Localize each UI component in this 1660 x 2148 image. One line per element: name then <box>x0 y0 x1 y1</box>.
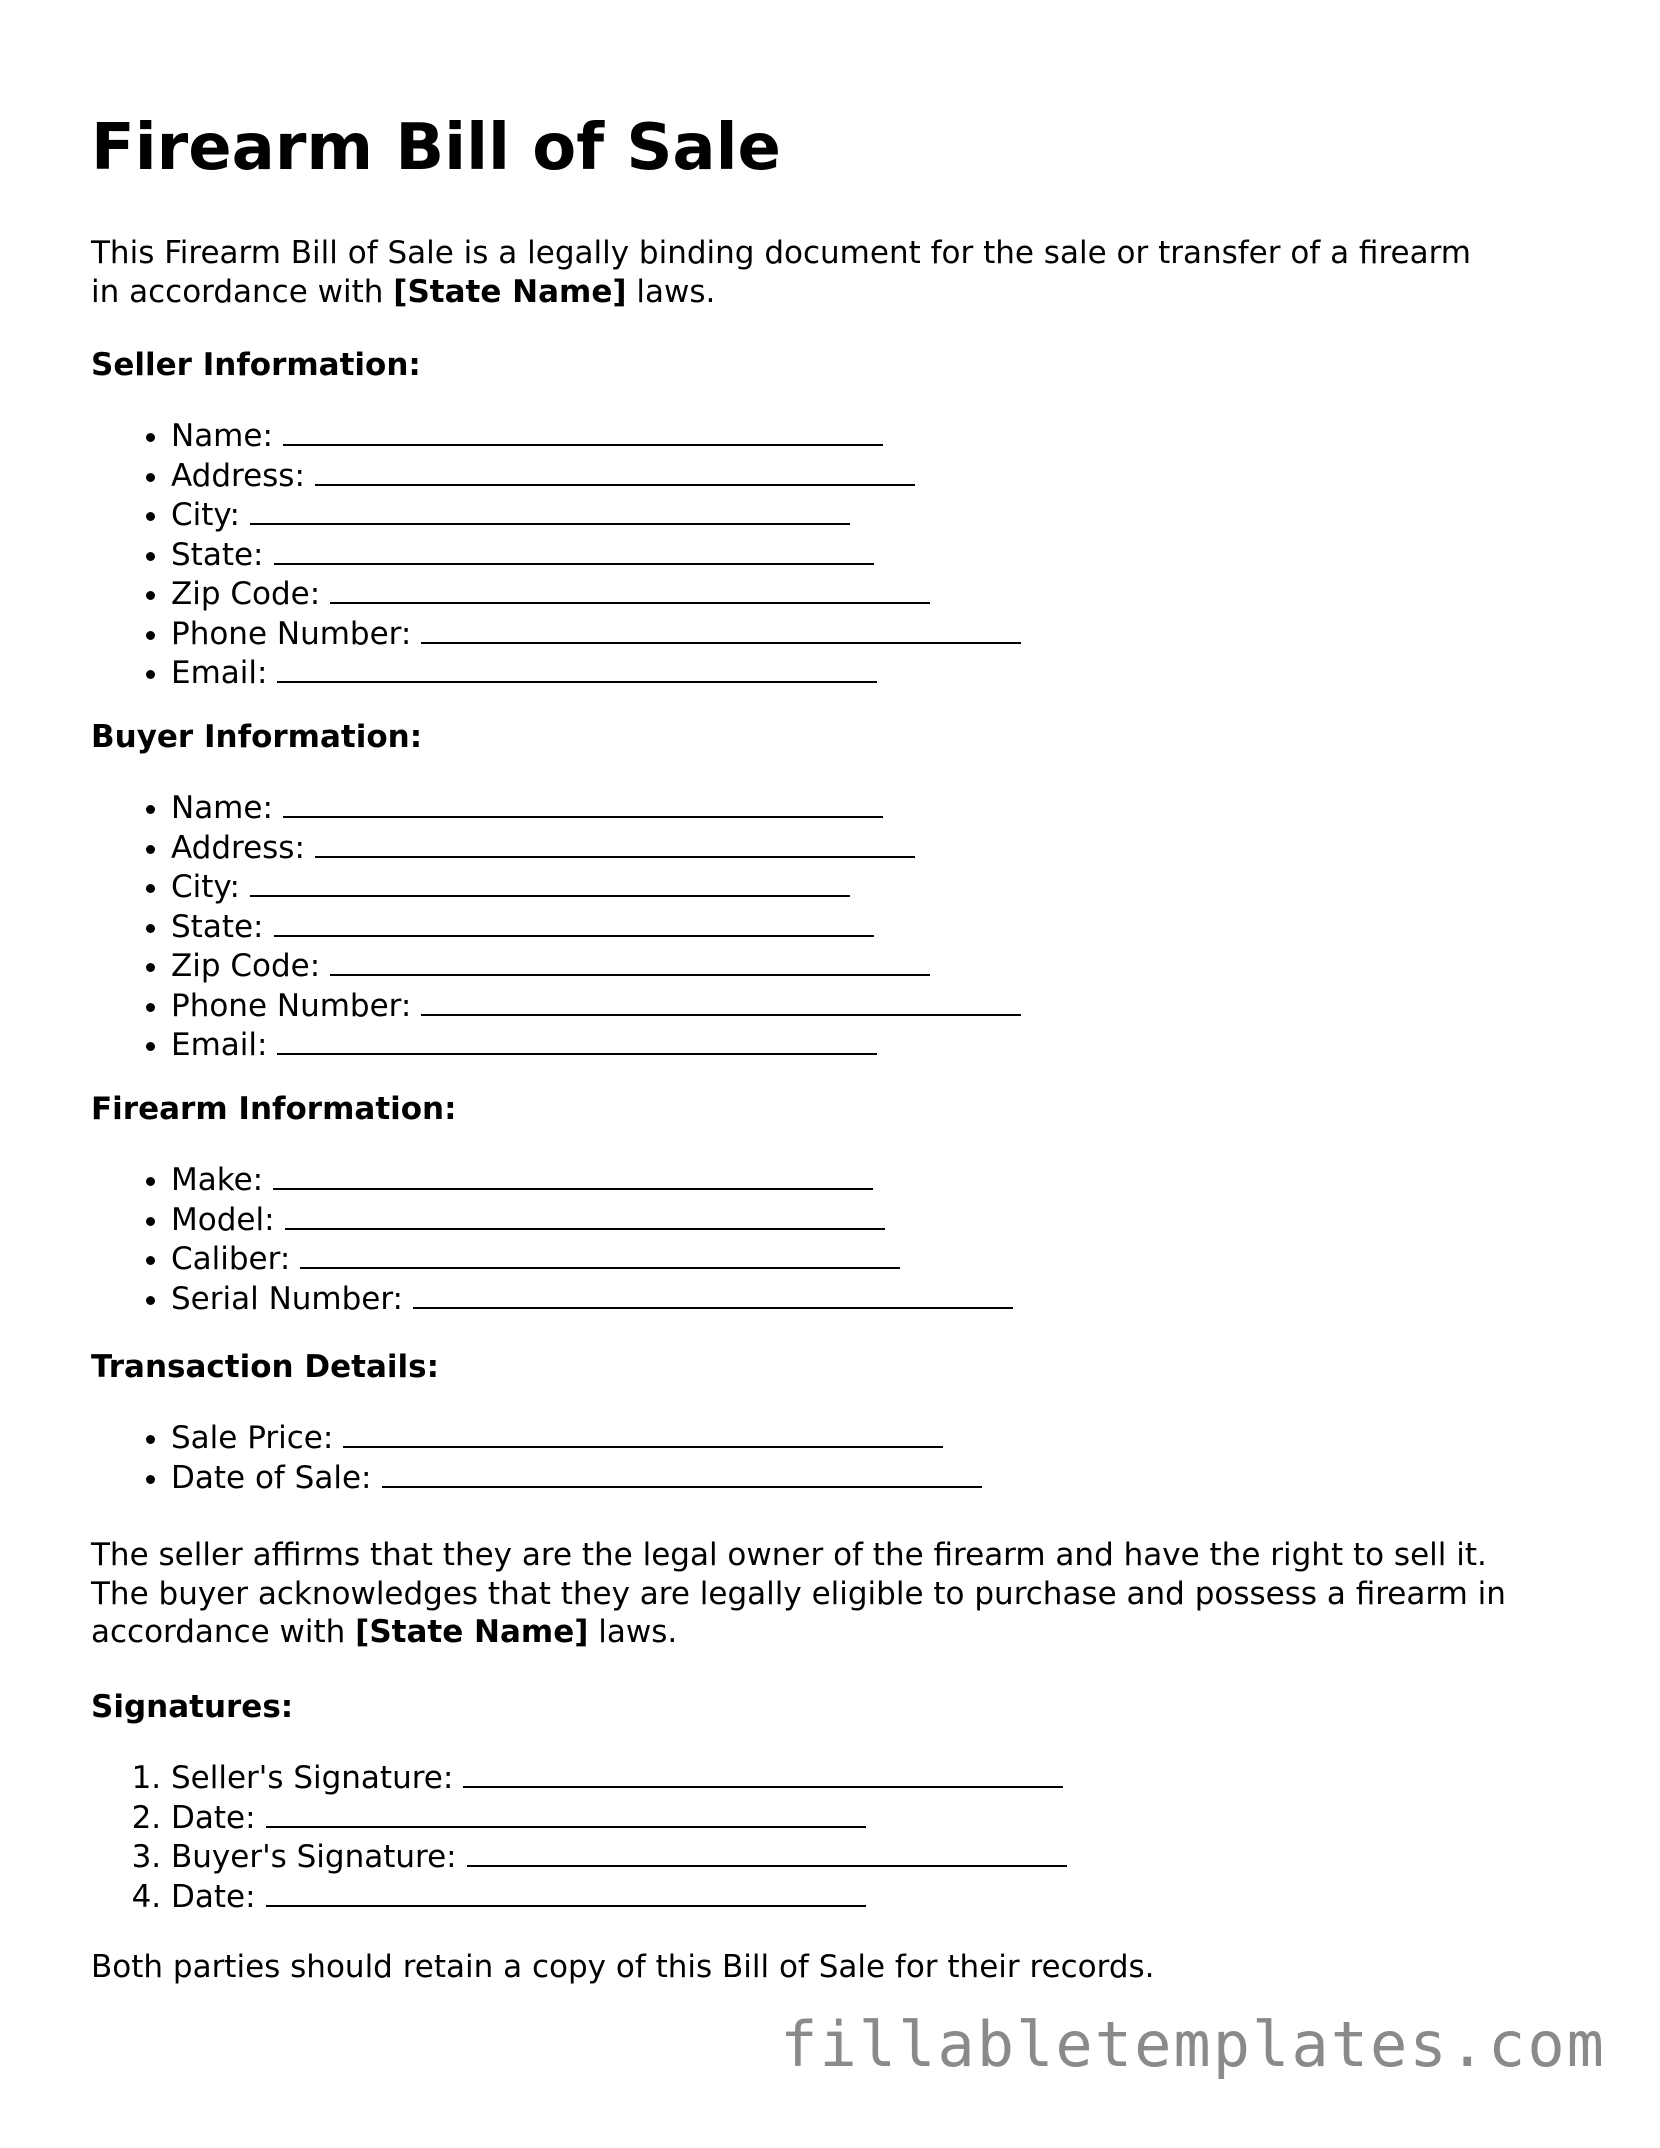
fill-line[interactable] <box>463 1758 1063 1788</box>
field-label: Zip Code: <box>171 576 321 612</box>
intro-line-1: This Firearm Bill of Sale is a legally binding document for the sale or transfer of a firearm <box>91 235 1471 271</box>
field-label: Name: <box>171 790 273 826</box>
sale-date-field[interactable] <box>171 1458 982 1498</box>
field-label: Make: <box>171 1162 264 1198</box>
field-label: City: <box>171 869 240 905</box>
firearm-heading: Firearm Information: <box>91 1091 457 1127</box>
field-label: City: <box>171 497 240 533</box>
buyer-zip-field[interactable] <box>171 946 1021 986</box>
field-label: Date: <box>171 1799 256 1836</box>
seller-name-field[interactable] <box>171 416 1021 456</box>
seller-city-field[interactable] <box>171 495 1021 535</box>
fill-line[interactable] <box>315 456 915 486</box>
field-label: Date: <box>171 1878 256 1915</box>
state-name-placeholder: [State Name] <box>355 1614 589 1650</box>
field-label: Zip Code: <box>171 948 321 984</box>
field-label: Email: <box>171 1027 268 1063</box>
closing-paragraph: Both parties should retain a copy of this Bill of Sale for their records. <box>91 1949 1155 1985</box>
fill-line[interactable] <box>250 867 850 897</box>
buyer-heading: Buyer Information: <box>91 719 423 755</box>
affirmation-line-3-start: accordance with <box>91 1614 356 1650</box>
field-label: Caliber: <box>171 1241 291 1277</box>
field-label: Model: <box>171 1201 275 1238</box>
fill-line[interactable] <box>273 1160 873 1190</box>
affirmation-line-2: The buyer acknowledges that they are legally eligible to purchase and possess a firearm in <box>91 1575 1506 1612</box>
fill-line[interactable] <box>266 1798 866 1828</box>
field-label: Sale Price: <box>171 1420 334 1456</box>
buyer-city-field[interactable] <box>171 867 1021 907</box>
field-label: Phone Number: <box>171 615 412 652</box>
firearm-make-field[interactable] <box>171 1160 1013 1200</box>
sale-price-field[interactable] <box>171 1418 982 1458</box>
intro-paragraph <box>91 234 1471 311</box>
affirmation-paragraph <box>91 1536 1506 1652</box>
fill-line[interactable] <box>413 1279 1013 1309</box>
field-label: Serial Number: <box>171 1280 404 1317</box>
seller-fields-list <box>91 416 1021 693</box>
fill-line[interactable] <box>274 535 874 565</box>
transaction-heading: Transaction Details: <box>91 1349 439 1385</box>
buyer-name-field[interactable] <box>171 788 1021 828</box>
field-label: State: <box>171 908 264 945</box>
buyer-signature-field[interactable] <box>171 1837 1067 1877</box>
fill-line[interactable] <box>266 1877 866 1907</box>
field-label: State: <box>171 536 264 573</box>
fill-line[interactable] <box>277 653 877 683</box>
fill-line[interactable] <box>467 1837 1067 1867</box>
buyer-address-field[interactable] <box>171 828 1021 868</box>
seller-signature-field[interactable] <box>171 1758 1067 1798</box>
transaction-fields-list <box>91 1418 982 1497</box>
signatures-list <box>91 1758 1067 1916</box>
field-label: Address: <box>171 829 305 866</box>
fill-line[interactable] <box>330 574 930 604</box>
fill-line[interactable] <box>250 495 850 525</box>
fill-line[interactable] <box>283 416 883 446</box>
firearm-fields-list <box>91 1160 1013 1318</box>
seller-email-field[interactable] <box>171 653 1021 693</box>
buyer-phone-field[interactable] <box>171 986 1021 1026</box>
fill-line[interactable] <box>421 986 1021 1016</box>
firearm-caliber-field[interactable] <box>171 1239 1013 1279</box>
fill-line[interactable] <box>315 828 915 858</box>
seller-date-field[interactable] <box>171 1798 1067 1838</box>
buyer-email-field[interactable] <box>171 1025 1021 1065</box>
fill-line[interactable] <box>274 907 874 937</box>
document-title: Firearm Bill of Sale <box>91 111 781 185</box>
intro-line-2-end: laws. <box>626 273 716 310</box>
field-label: Address: <box>171 457 305 494</box>
intro-line-2-start: in accordance with <box>91 273 394 310</box>
field-label: Name: <box>171 418 273 454</box>
firearm-serial-field[interactable] <box>171 1279 1013 1319</box>
field-label: Seller's Signature: <box>171 1760 454 1796</box>
seller-address-field[interactable] <box>171 456 1021 496</box>
signatures-heading: Signatures: <box>91 1689 294 1725</box>
seller-zip-field[interactable] <box>171 574 1021 614</box>
site-watermark: fillabletemplates.com <box>780 2008 1606 2081</box>
buyer-state-field[interactable] <box>171 907 1021 947</box>
buyer-fields-list <box>91 788 1021 1065</box>
field-label: Date of Sale: <box>171 1459 372 1496</box>
field-label: Phone Number: <box>171 987 412 1024</box>
affirmation-line-3-end: laws. <box>588 1614 678 1650</box>
fill-line[interactable] <box>300 1239 900 1269</box>
fill-line[interactable] <box>277 1025 877 1055</box>
fill-line[interactable] <box>343 1418 943 1448</box>
seller-phone-field[interactable] <box>171 614 1021 654</box>
state-name-placeholder: [State Name] <box>393 273 627 310</box>
seller-state-field[interactable] <box>171 535 1021 575</box>
affirmation-line-1: The seller affirms that they are the legal owner of the firearm and have the right to sell it. <box>91 1537 1487 1573</box>
fill-line[interactable] <box>285 1200 885 1230</box>
fill-line[interactable] <box>330 946 930 976</box>
field-label: Email: <box>171 655 268 691</box>
fill-line[interactable] <box>283 788 883 818</box>
firearm-model-field[interactable] <box>171 1200 1013 1240</box>
fill-line[interactable] <box>421 614 1021 644</box>
field-label: Buyer's Signature: <box>171 1839 457 1875</box>
fill-line[interactable] <box>382 1458 982 1488</box>
seller-heading: Seller Information: <box>91 347 421 383</box>
buyer-date-field[interactable] <box>171 1877 1067 1917</box>
